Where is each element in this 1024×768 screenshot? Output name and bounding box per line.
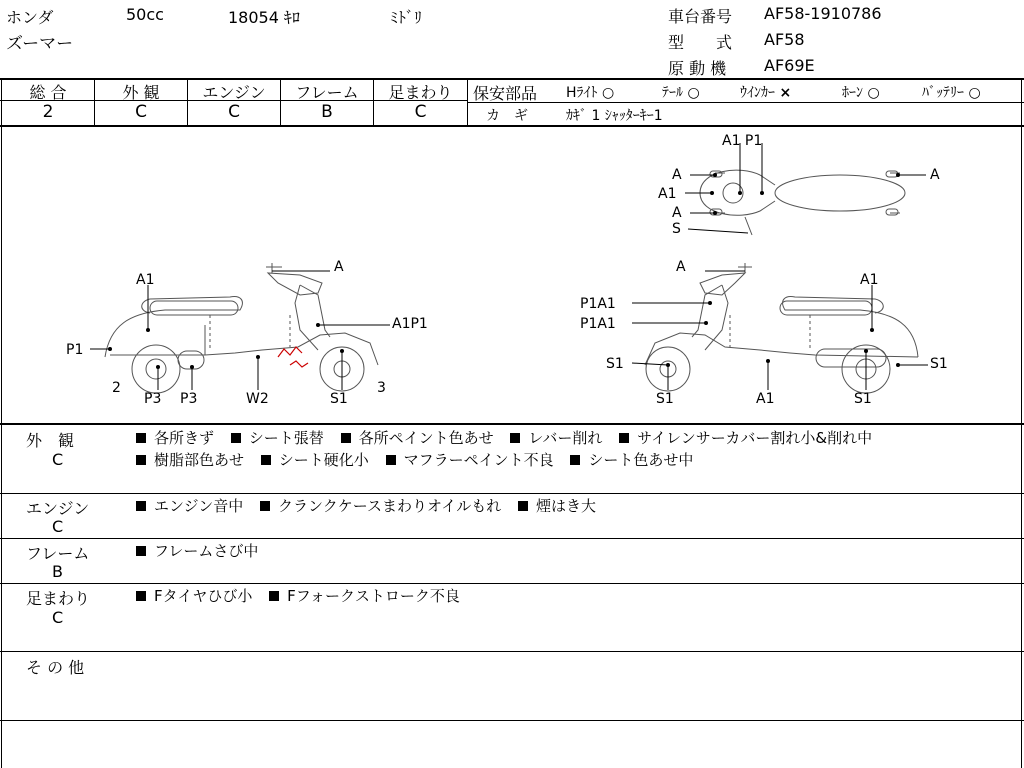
label-right-a: A (676, 259, 686, 275)
safety-horn: ﾎｰﾝ ○ (842, 85, 880, 101)
grade-exterior-label: 外 観 (122, 83, 160, 102)
divider (0, 651, 1024, 652)
label-right-s1: S1 (854, 391, 872, 407)
defect-item: Fフォークストローク不良 (269, 585, 460, 607)
label-right-s1: S1 (656, 391, 674, 407)
model-name: ズーマー (6, 34, 74, 54)
safety-winker: ｳｲﾝｶｰ × (740, 85, 792, 101)
defect-item: エンジン音中 (136, 495, 243, 517)
grade-frame-label: フレーム (295, 83, 359, 102)
mileage: 18054 ｷﾛ (228, 8, 300, 27)
label-left-a1p1: A1P1 (392, 316, 428, 332)
label-left-a1: A1 (136, 272, 155, 288)
label-left-3: 3 (377, 380, 386, 396)
engine-label: 原 動 機 (668, 59, 727, 78)
section-label: そ の 他 (26, 658, 85, 677)
section-label: エンジン (26, 499, 90, 518)
grade-total-value: 2 (42, 102, 54, 122)
label-right-s1: S1 (930, 356, 948, 372)
displacement: 50cc (126, 5, 164, 24)
section-label: フレーム (26, 544, 90, 563)
divider (0, 538, 1024, 539)
label-left-p3: P3 (180, 391, 198, 407)
label-left-w2: W2 (246, 391, 269, 407)
type-label: 型 式 (668, 33, 733, 52)
divider (467, 78, 468, 125)
maker: ホンダ (6, 8, 54, 27)
section-grade: B (52, 562, 63, 581)
divider (468, 102, 1024, 103)
frame-no: AF58-1910786 (764, 4, 882, 23)
safety-battery: ﾊﾞｯﾃﾘｰ ○ (922, 85, 981, 101)
defect-item: クランクケースまわりオイルもれ (260, 495, 501, 517)
label-top-a1: A1 (658, 186, 677, 202)
section-grade: C (52, 517, 64, 536)
engine-value: AF69E (764, 56, 815, 75)
safety-headlight: Hﾗｲﾄ ○ (566, 85, 615, 101)
label-top-a1p1: A1 P1 (722, 133, 763, 149)
key-label: カ ギ (486, 108, 528, 124)
label-left-2: 2 (112, 380, 121, 396)
label-right-a1: A1 (860, 272, 879, 288)
label-right-a1: A1 (756, 391, 775, 407)
defect-item: 各所ペイント色あせ (341, 427, 494, 449)
grade-engine-label: エンジン (202, 83, 266, 102)
section-grade: C (52, 608, 64, 627)
grade-exterior-value: C (135, 102, 147, 122)
label-right-p1a1: P1A1 (580, 316, 616, 332)
defect-item: シート硬化小 (261, 449, 369, 471)
key-value: ｶｷﾞ 1 ｼｬｯﾀｰｷｰ1 (566, 108, 663, 124)
section-label: 足まわり (26, 589, 91, 608)
label-right-s1: S1 (606, 356, 624, 372)
divider (0, 720, 1024, 721)
defect-item: 各所きず (136, 427, 214, 449)
label-left-p3: P3 (144, 391, 162, 407)
section-grade: C (52, 450, 64, 469)
damage-mark (278, 347, 308, 367)
defect-item: マフラーペイント不良 (386, 449, 554, 471)
label-left-p1: P1 (66, 342, 84, 358)
grade-total-label: 総 合 (29, 83, 67, 102)
label-left-s1: S1 (330, 391, 348, 407)
scooter-top-view (700, 170, 905, 235)
type-value: AF58 (764, 30, 805, 49)
label-right-p1a1: P1A1 (580, 296, 616, 312)
grade-suspension-label: 足まわり (388, 83, 453, 102)
safety-tail: ﾃｰﾙ ○ (662, 85, 700, 101)
defect-item: シート色あせ中 (570, 449, 693, 471)
frame-no-label: 車台番号 (668, 7, 733, 26)
grade-engine-value: C (228, 102, 240, 122)
divider (0, 493, 1024, 494)
label-top-a: A (672, 205, 682, 221)
defect-item: Fタイヤひび小 (136, 585, 252, 607)
defect-item: 樹脂部色あせ (136, 449, 244, 471)
grade-frame-value: B (321, 102, 333, 122)
label-top-s: S (672, 221, 681, 237)
defect-item: シート張替 (231, 427, 324, 449)
defect-item: レバー削れ (510, 427, 602, 449)
label-left-a: A (334, 259, 344, 275)
defect-item: サイレンサーカバー割れ小&削れ中 (619, 427, 872, 449)
label-top-a: A (930, 167, 940, 183)
defect-item: 煙はき大 (518, 495, 596, 517)
color: ﾐﾄﾞﾘ (390, 8, 423, 27)
divider (0, 583, 1024, 584)
grade-suspension-value: C (414, 102, 427, 122)
safety-label: 保安部品 (473, 84, 538, 103)
label-top-a: A (672, 167, 682, 183)
divider (0, 423, 1024, 425)
defect-item: フレームさび中 (136, 540, 258, 562)
section-label: 外 観 (26, 431, 75, 450)
